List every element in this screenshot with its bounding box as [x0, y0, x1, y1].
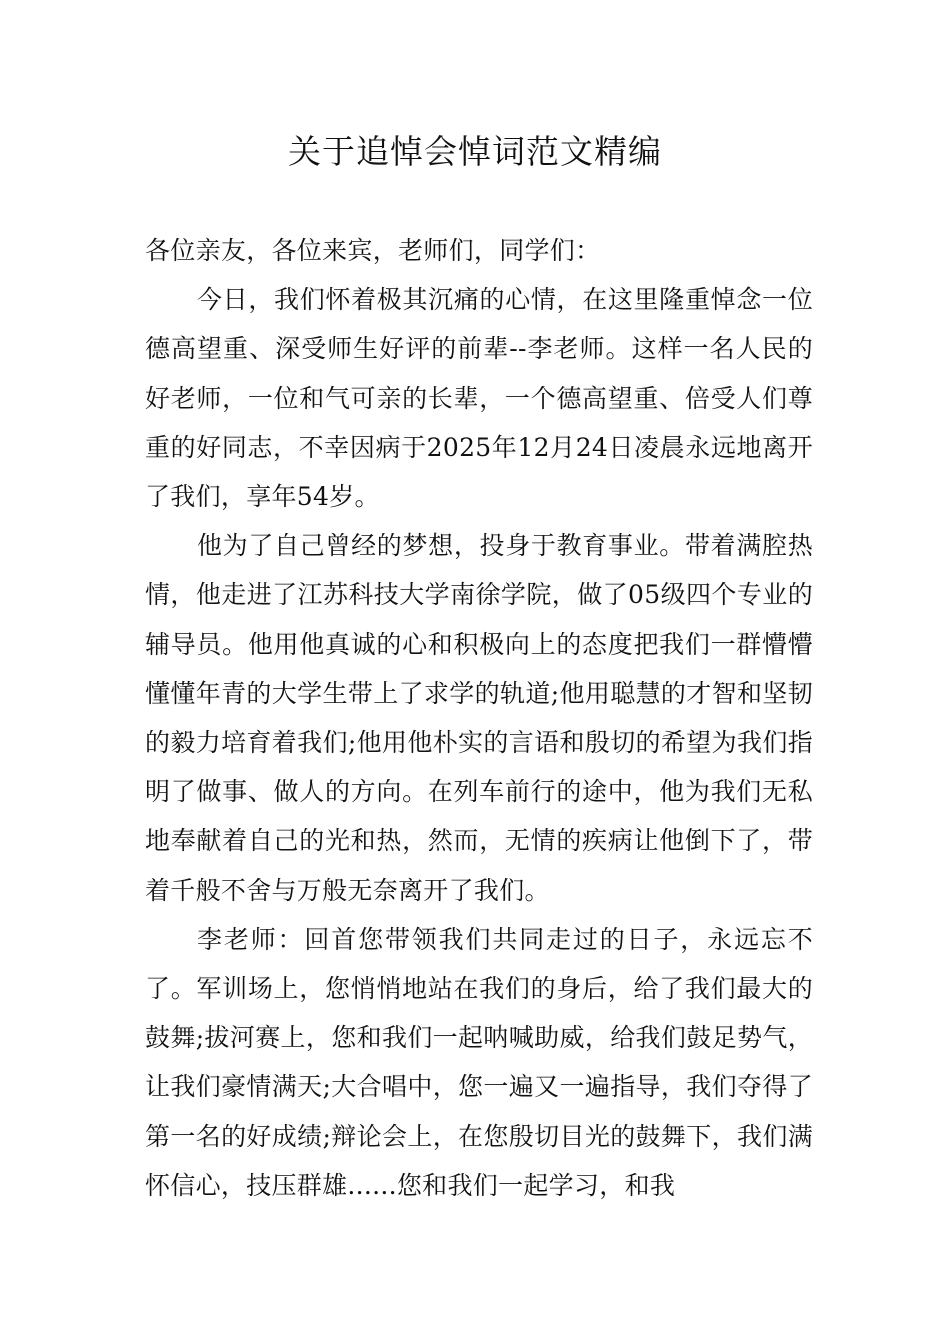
- document-body: [145, 226, 813, 1210]
- paragraph-3: 李老师：回首您带领我们共同走过的日子，永远忘不了。军训场上，您悄悄地站在我们的身后，给了我们最大的鼓舞;拔河赛上，您和我们一起呐喊助威，给我们鼓足势气，让我们豪情满天;大合唱中，您一遍又一遍指导，我们夺得了第一名的好成绩;辩论会上，在您殷切目光的鼓舞下，我们满怀信心，技压群雄......您和我们一起学习，和我: [145, 924, 813, 1200]
- document-title: 关于追悼会悼词范文精编: [288, 132, 662, 171]
- paragraph-1: 今日，我们怀着极其沉痛的心情，在这里隆重悼念一位德高望重、深受师生好评的前辈--李老师。这样一名人民的好老师，一位和气可亲的长辈，一个德高望重、倍受人们尊重的好同志，不幸因病于2025年12月24日凌晨永远地离开了我们，享年54岁。: [145, 285, 813, 512]
- paragraph-2: 他为了自己曾经的梦想，投身于教育事业。带着满腔热情，他走进了江苏科技大学南徐学院，做了05级四个专业的辅导员。他用他真诚的心和积极向上的态度把我们一群懵懵懂懂年青的大学生带上了求学的轨道;他用聪慧的才智和坚韧的毅力培育着我们;他用他朴实的言语和殷切的希望为我们指明了做事、做人的方向。在列车前行的途中，他为我们无私地奉献着自己的光和热，然而，无情的疾病让他倒下了，带着千般不舍与万般无奈离开了我们。: [145, 531, 813, 905]
- salutation: 各位亲友，各位来宾，老师们，同学们：: [145, 236, 601, 265]
